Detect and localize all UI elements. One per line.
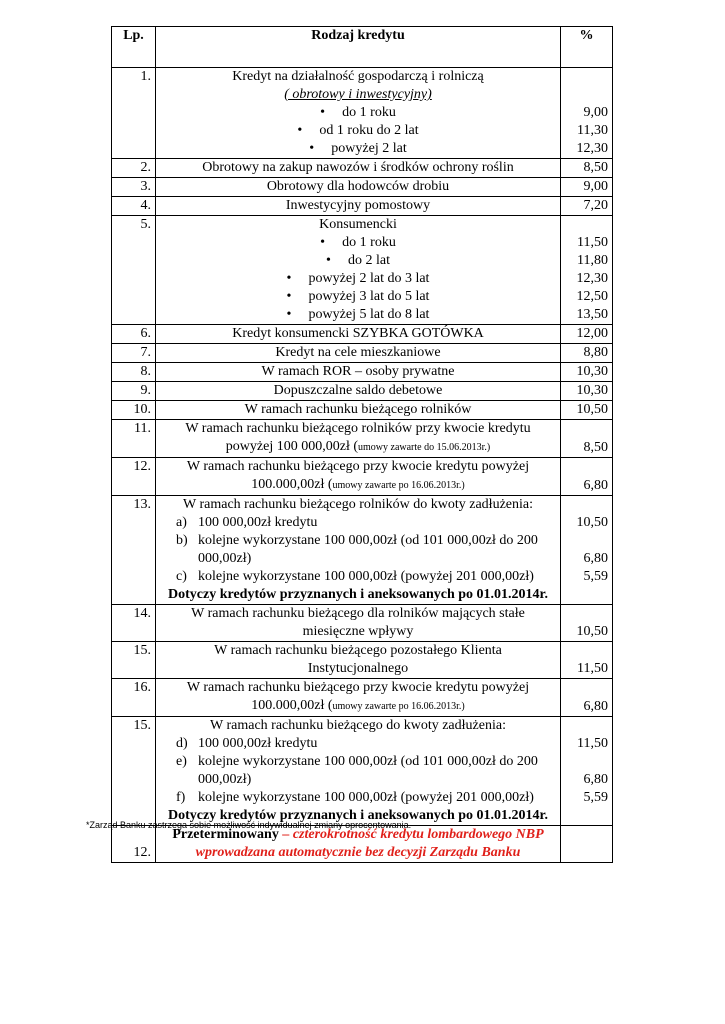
table-row: 16. W ramach rachunku bieżącego przy kwocie kredytu powyżej 100.000,00zł (umowy zawarte po 16.06.2013r.) 6,80 xyxy=(112,679,613,717)
table-row: 8. W ramach ROR – osoby prywatne 10,30 xyxy=(112,363,613,382)
table-row: 2. Obrotowy na zakup nawozów i środków ochrony roślin 8,50 xyxy=(112,159,613,178)
table-row: 12. W ramach rachunku bieżącego przy kwocie kredytu powyżej 100.000,00zł (umowy zawarte po 16.06.2013r.) 6,80 xyxy=(112,458,613,496)
bullet-list: • do 1 roku • od 1 roku do 2 lat • powyżej 2 lat xyxy=(160,104,556,158)
item-list: d) 100 000,00zł kredytu e) kolejne wykorzystane 100 000,00zł (od 101 000,00zł do 200 000,00zł) f) kolejne wykorzystane 100 000,00zł (powyżej 201 000,00zł) xyxy=(176,736,538,805)
table-row: 5. Konsumencki • do 1 roku • do 2 lat • powyżej 2 lat do 3 lat • powyżej 3 lat do 5 lat • powyżej 5 lat do 8 lat 11,50 11,80 12,30 12,50 13,50 xyxy=(112,216,613,325)
bullet-list: • do 1 roku • do 2 lat • powyżej 2 lat do 3 lat • powyżej 3 lat do 5 lat • powyżej 5 lat do 8 lat xyxy=(160,234,556,324)
table-row: 4. Inwestycyjny pomostowy 7,20 xyxy=(112,197,613,216)
table-row: 15. W ramach rachunku bieżącego do kwoty zadłużenia: d) 100 000,00zł kredytu e) kolejne wykorzystane 100 000,00zł (od 101 000,00zł do 200 000,00zł) f) kolejne wykorzystane 100 000,00zł (powyżej 201 000,00zł) Dotyczy kredytów przyznanych i aneksowanych po 01.01.2014r. 11,50 6,80 5,59 xyxy=(112,717,613,826)
interest-rate-table xyxy=(111,26,613,863)
table-row: 14. W ramach rachunku bieżącego dla rolników mających stałe miesięczne wpływy 10,50 xyxy=(112,605,613,642)
footnote: *Zarząd Banku zastrzega sobie możliwość indywidualnej zmiany oprocentowania. xyxy=(86,820,412,830)
item-list: a) 100 000,00zł kredytu b) kolejne wykorzystane 100 000,00zł (od 101 000,00zł do 200 000,00zł) c) kolejne wykorzystane 100 000,00zł (powyżej 201 000,00zł) xyxy=(176,515,538,584)
table-row: 11. W ramach rachunku bieżącego rolników przy kwocie kredytu powyżej 100 000,00zł (umowy zawarte do 15.06.2013r.) 8,50 xyxy=(112,420,613,458)
table-row: 12. Przeterminowany – czterokrotność kredytu lombardowego NBP wprowadzana automatycznie bez decyzji Zarządu Banku xyxy=(112,826,613,863)
header-pct: % xyxy=(561,27,613,68)
table-row: 9. Dopuszczalne saldo debetowe 10,30 xyxy=(112,382,613,401)
header-lp: Lp. xyxy=(112,27,156,68)
table-row: 3. Obrotowy dla hodowców drobiu 9,00 xyxy=(112,178,613,197)
table-row: 15. W ramach rachunku bieżącego pozostałego Klienta Instytucjonalnego 11,50 xyxy=(112,642,613,679)
table-header xyxy=(112,27,613,68)
table-row: 10. W ramach rachunku bieżącego rolników 10,50 xyxy=(112,401,613,420)
table-row: 6. Kredyt konsumencki SZYBKA GOTÓWKA 12,00 xyxy=(112,325,613,344)
table-row: 1. Kredyt na działalność gospodarczą i rolniczą ( obrotowy i inwestycyjny) • do 1 roku • od 1 roku do 2 lat • powyżej 2 lat 9,00 11,30 12,30 xyxy=(112,68,613,159)
header-rodzaj: Rodzaj kredytu xyxy=(156,27,561,68)
table-row: 7. Kredyt na cele mieszkaniowe 8,80 xyxy=(112,344,613,363)
table-row: 13. W ramach rachunku bieżącego rolników do kwoty zadłużenia: a) 100 000,00zł kredytu b) kolejne wykorzystane 100 000,00zł (od 101 000,00zł do 200 000,00zł) c) kolejne wykorzystane 100 000,00zł (powyżej 201 000,00zł) Dotyczy kredytów przyznanych i aneksowanych po 01.01.2014r. 10,50 6,80 5,59 xyxy=(112,496,613,605)
